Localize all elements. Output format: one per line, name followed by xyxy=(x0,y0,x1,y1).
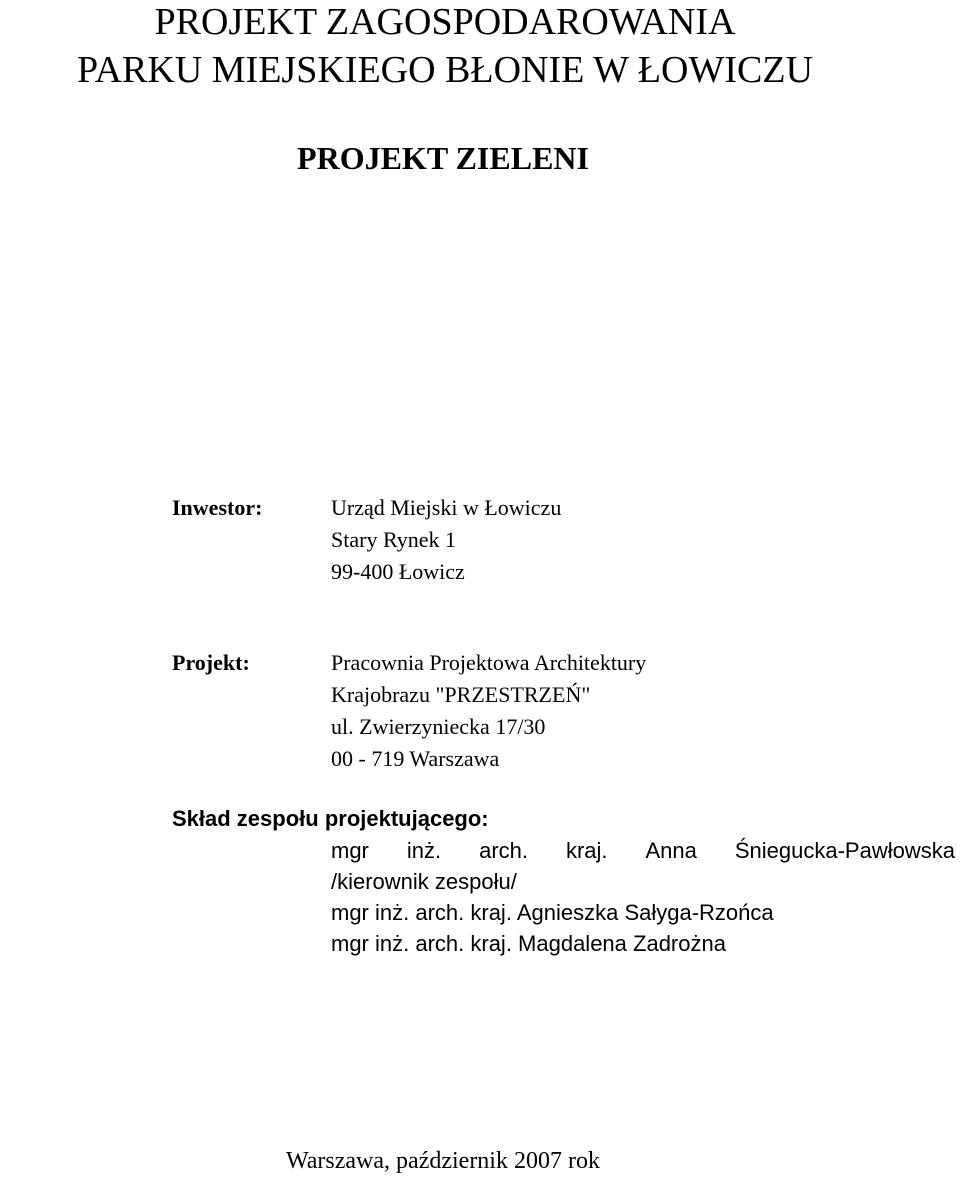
team-word: Anna xyxy=(645,838,697,863)
team-member-role: /kierownik zespołu/ xyxy=(331,869,517,894)
team-word: kraj. xyxy=(565,838,608,863)
project-line: ul. Zwierzyniecka 17/30 xyxy=(331,714,546,739)
project-line: Pracownia Projektowa Architektury xyxy=(331,650,647,675)
title-line-2: PARKU MIEJSKIEGO BŁONIE W ŁOWICZU xyxy=(76,49,814,91)
project-label: Projekt: xyxy=(172,650,250,675)
investor-line: 99-400 Łowicz xyxy=(331,559,465,584)
team-member-line: mgr inż. arch. kraj. Magdalena Zadrożna xyxy=(331,931,726,956)
investor-details xyxy=(331,492,561,588)
team-word: Śniegucka-Pawłowska xyxy=(734,838,955,863)
project-line: Krajobrazu "PRZESTRZEŃ" xyxy=(331,682,591,707)
team-word: inż. xyxy=(406,838,442,863)
investor-line: Stary Rynek 1 xyxy=(331,527,456,552)
project-line: 00 - 719 Warszawa xyxy=(331,746,500,771)
project-details xyxy=(331,647,646,775)
team-word: arch. xyxy=(479,838,528,863)
team-heading: Skład zespołu projektującego: xyxy=(172,806,489,831)
investor-line: Urząd Miejski w Łowiczu xyxy=(331,495,562,520)
team-member-line: mgr inż. arch. kraj. Agnieszka Sałyga-Rzońca xyxy=(331,900,774,925)
title-line-1: PROJEKT ZAGOSPODAROWANIA xyxy=(154,1,736,43)
investor-label: Inwestor: xyxy=(172,495,263,520)
footer-date: Warszawa, październik 2007 rok xyxy=(286,1148,600,1174)
team-word: mgr xyxy=(331,838,369,863)
team-members xyxy=(331,835,955,959)
team-member-line xyxy=(331,835,955,866)
subtitle: PROJEKT ZIELENI xyxy=(297,140,589,176)
